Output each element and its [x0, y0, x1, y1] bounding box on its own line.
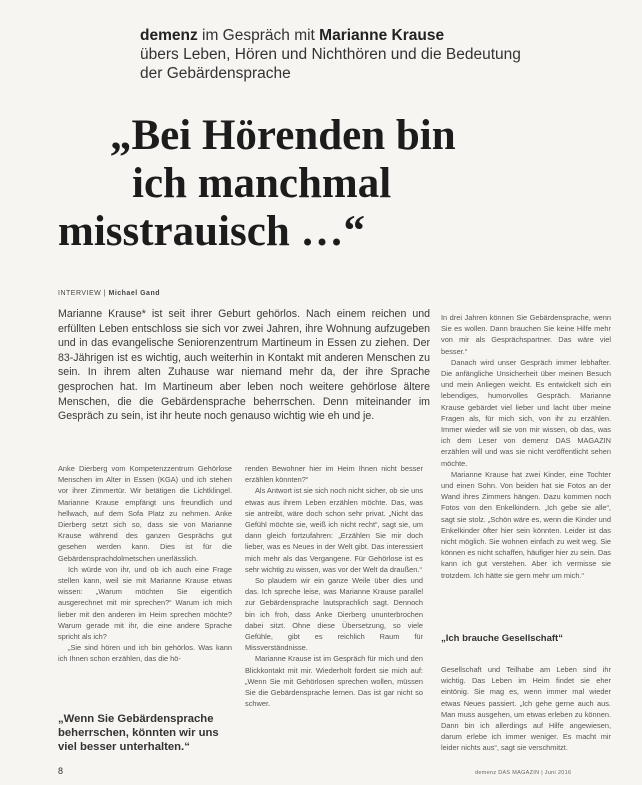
section-subhead: „Ich brauche Gesellschaft“ [441, 633, 563, 644]
column-2 [245, 463, 423, 709]
kicker-line-2: übers Leben, Hören und Nichthören und die Bedeutung [140, 46, 521, 63]
paragraph: Danach wird unser Gespräch immer lebhafter. Die anfängliche Unsicherheit über meinen Besuch und mein Anliegen weicht. Es entwickelt sich ein lebendiges, humorvolles Gespräch. Marianne Krause gebärdet viel lieber und lacht über meine Fragen als, für mich sich, von ihr zu erzählen. Immer wieder will sie von mir wissen, ob das, was ich dem Leser von demenz DAS MAGAZIN erzählen will und was sie nicht veröffentlicht sehen möchte. [441, 357, 611, 468]
paragraph: „Sie sind hören und ich bin gehörlos. Was kann ich Ihnen schon erzählen, das die hö- [58, 643, 232, 664]
headline-line-1: „Bei Hörenden bin [110, 112, 456, 159]
column-3 [441, 312, 611, 581]
headline-line-3: misstrauisch …“ [58, 208, 365, 255]
column-3-continued [441, 664, 611, 754]
paragraph: In drei Jahren können Sie Gebärdensprache, wenn Sie es wollen. Dann brauchen Sie keine Hilfe mehr von mir als Gesprächspartner. Das wäre viel besser.“ [441, 313, 611, 356]
footer-credit: demenz DAS MAGAZIN | Juni 2016 [475, 770, 572, 776]
page-number: 8 [58, 766, 64, 776]
kicker-text: im Gespräch mit [197, 27, 320, 44]
byline-author: Michael Gand [108, 290, 160, 297]
column-1 [58, 463, 232, 665]
paragraph: Marianne Krause hat zwei Kinder, eine Tochter und einen Sohn. Von beiden hat sie Fotos an der Wand ihres Zimmers hängen. Dazu kommen noch Fotos von den Enkelkindern. „Ich gebe sie alle“, sagt sie stolz. „Schön wäre es, wenn die Kinder und Enkelkinder öfter hier sein könnten. Leider ist das nicht möglich. Sie wohnen einfach zu weit weg. Sie können es nicht schaffen, häufiger hier zu sein. Das kann ich gut verstehen. Aber ich vermisse sie trotzdem. Ich hätte sie gern mehr um mich.“ [441, 469, 611, 580]
interviewee-name: Marianne Krause [319, 27, 445, 44]
byline-label: INTERVIEW | [58, 290, 109, 297]
pull-quote: „Wenn Sie Gebärdensprache beherrschen, könnten wir uns viel besser unterhalten.“ [58, 713, 219, 754]
paragraph: So plaudern wir ein ganze Weile über dies und das. Ich spreche leise, was Marianne Krause parallel zur Gebärdensprache lautsprachlich sagt. Dennoch bin ich froh, dass Anke Dierberg ununterbrochen dabei sitzt. Ohne diese Übersetzung, so viele Gefühle, gibt es reichlich Raum für Missverständnisse. [245, 576, 423, 653]
headline [58, 112, 598, 256]
headline-line-2: ich manchmal [132, 160, 392, 207]
kicker-line-1 [140, 26, 610, 45]
lead-paragraph: Marianne Krause* ist seit ihrer Geburt gehörlos. Nach einem reichen und erfüllten Leben entschloss sie sich vor zwei Jahren, ihre Wohnung aufzugeben und in das evangelische Seniorenzentrum Martineum in Essen zu ziehen. Der 83-Jährigen ist es wichtig, auch weiterhin in Kontakt mit anderen Menschen zu sein. In ihrem alten Zuhause war niemand mehr da, der ihre Sprache gesprochen hat. Im Martineum aber leben noch weitere gehörlose ältere Menschen, die die Gebärdensprache beherrschen. Denn miteinander im Gespräch zu sein, ist ihr heute noch genauso wichtig wie eh und je. [58, 308, 430, 423]
magazine-name: demenz [140, 27, 198, 44]
paragraph: Gesellschaft und Teilhabe am Leben sind ihr wichtig. Das Leben im Heim findet sie eher eintönig. Sie mag es, wenn immer mal wieder etwas Neues passiert. „Ich gehe gerne auch aus. Man muss ausgehen, um etwas erleben zu können. Dann bin ich allerdings auf Hilfe angewiesen, darum erlebe ich immer weniger. Es macht mir leider nichts aus“, sagt sie verschmitzt. [441, 665, 611, 753]
paragraph: Marianne Krause ist im Gespräch für mich und den Blickkontakt mit mir. Wiederholt fordert sie mich auf: „Wenn Sie mit Gehörlosen sprechen wollen, müssen Sie die Gebärdensprache lernen. Das ist gar nicht so schwer. [245, 654, 423, 709]
byline [58, 290, 160, 297]
paragraph: Ich würde von ihr, und ob ich auch eine Frage stellen kann, weil sie mit Marianne Krause etwas wissen: „Warum möchten Sie eigentlich ausgerechnet mit mir sprechen?“ Warum ich mich lieber mit den anderen im Heim sprechen möchte? Warum gerade mit ihr, die eine andere Sprache spricht als ich? [58, 564, 232, 642]
paragraph: Anke Dierberg vom Kompetenzzentrum Gehörlose Menschen im Alter in Essen (KGA) und ich stehen vor ihrer Zimmertür. Wir betätigen die Lichtklingel. Marianne Krause empfängt uns freundlich und hellwach, auf dem Sofa Platz zu nehmen. Anke Dierberg setzt sich so, dass sie von Marianne Krause während des ganzen Gesprächs gut gesehen werden kann. Dies ist für die Gebärdensprachdolmetschen unerlässlich. [58, 464, 232, 563]
paragraph: Als Antwort ist sie sich noch nicht sicher, ob sie uns etwas aus ihrem Leben erzählen möchte. Das, was sie antreibt, wäre doch schon sehr privat. „Nicht das Gefühl möchte sie, weiß ich nicht recht“, sagt sie, um dann gleich fortzufahren: „Erzählen Sie mir doch lieber, was es Neues in der Welt gibt. Das interessiert mich mehr als das Vergangene. Für Gehörlose ist es sehr wichtig zu wissen, was vor der Welt da draußen.“ [245, 486, 424, 574]
kicker [140, 26, 610, 83]
kicker-line-3: der Gebärdensprache [140, 65, 291, 82]
paragraph: renden Bewohner hier im Heim Ihnen nicht besser erzählen könnten?“ [245, 464, 423, 485]
